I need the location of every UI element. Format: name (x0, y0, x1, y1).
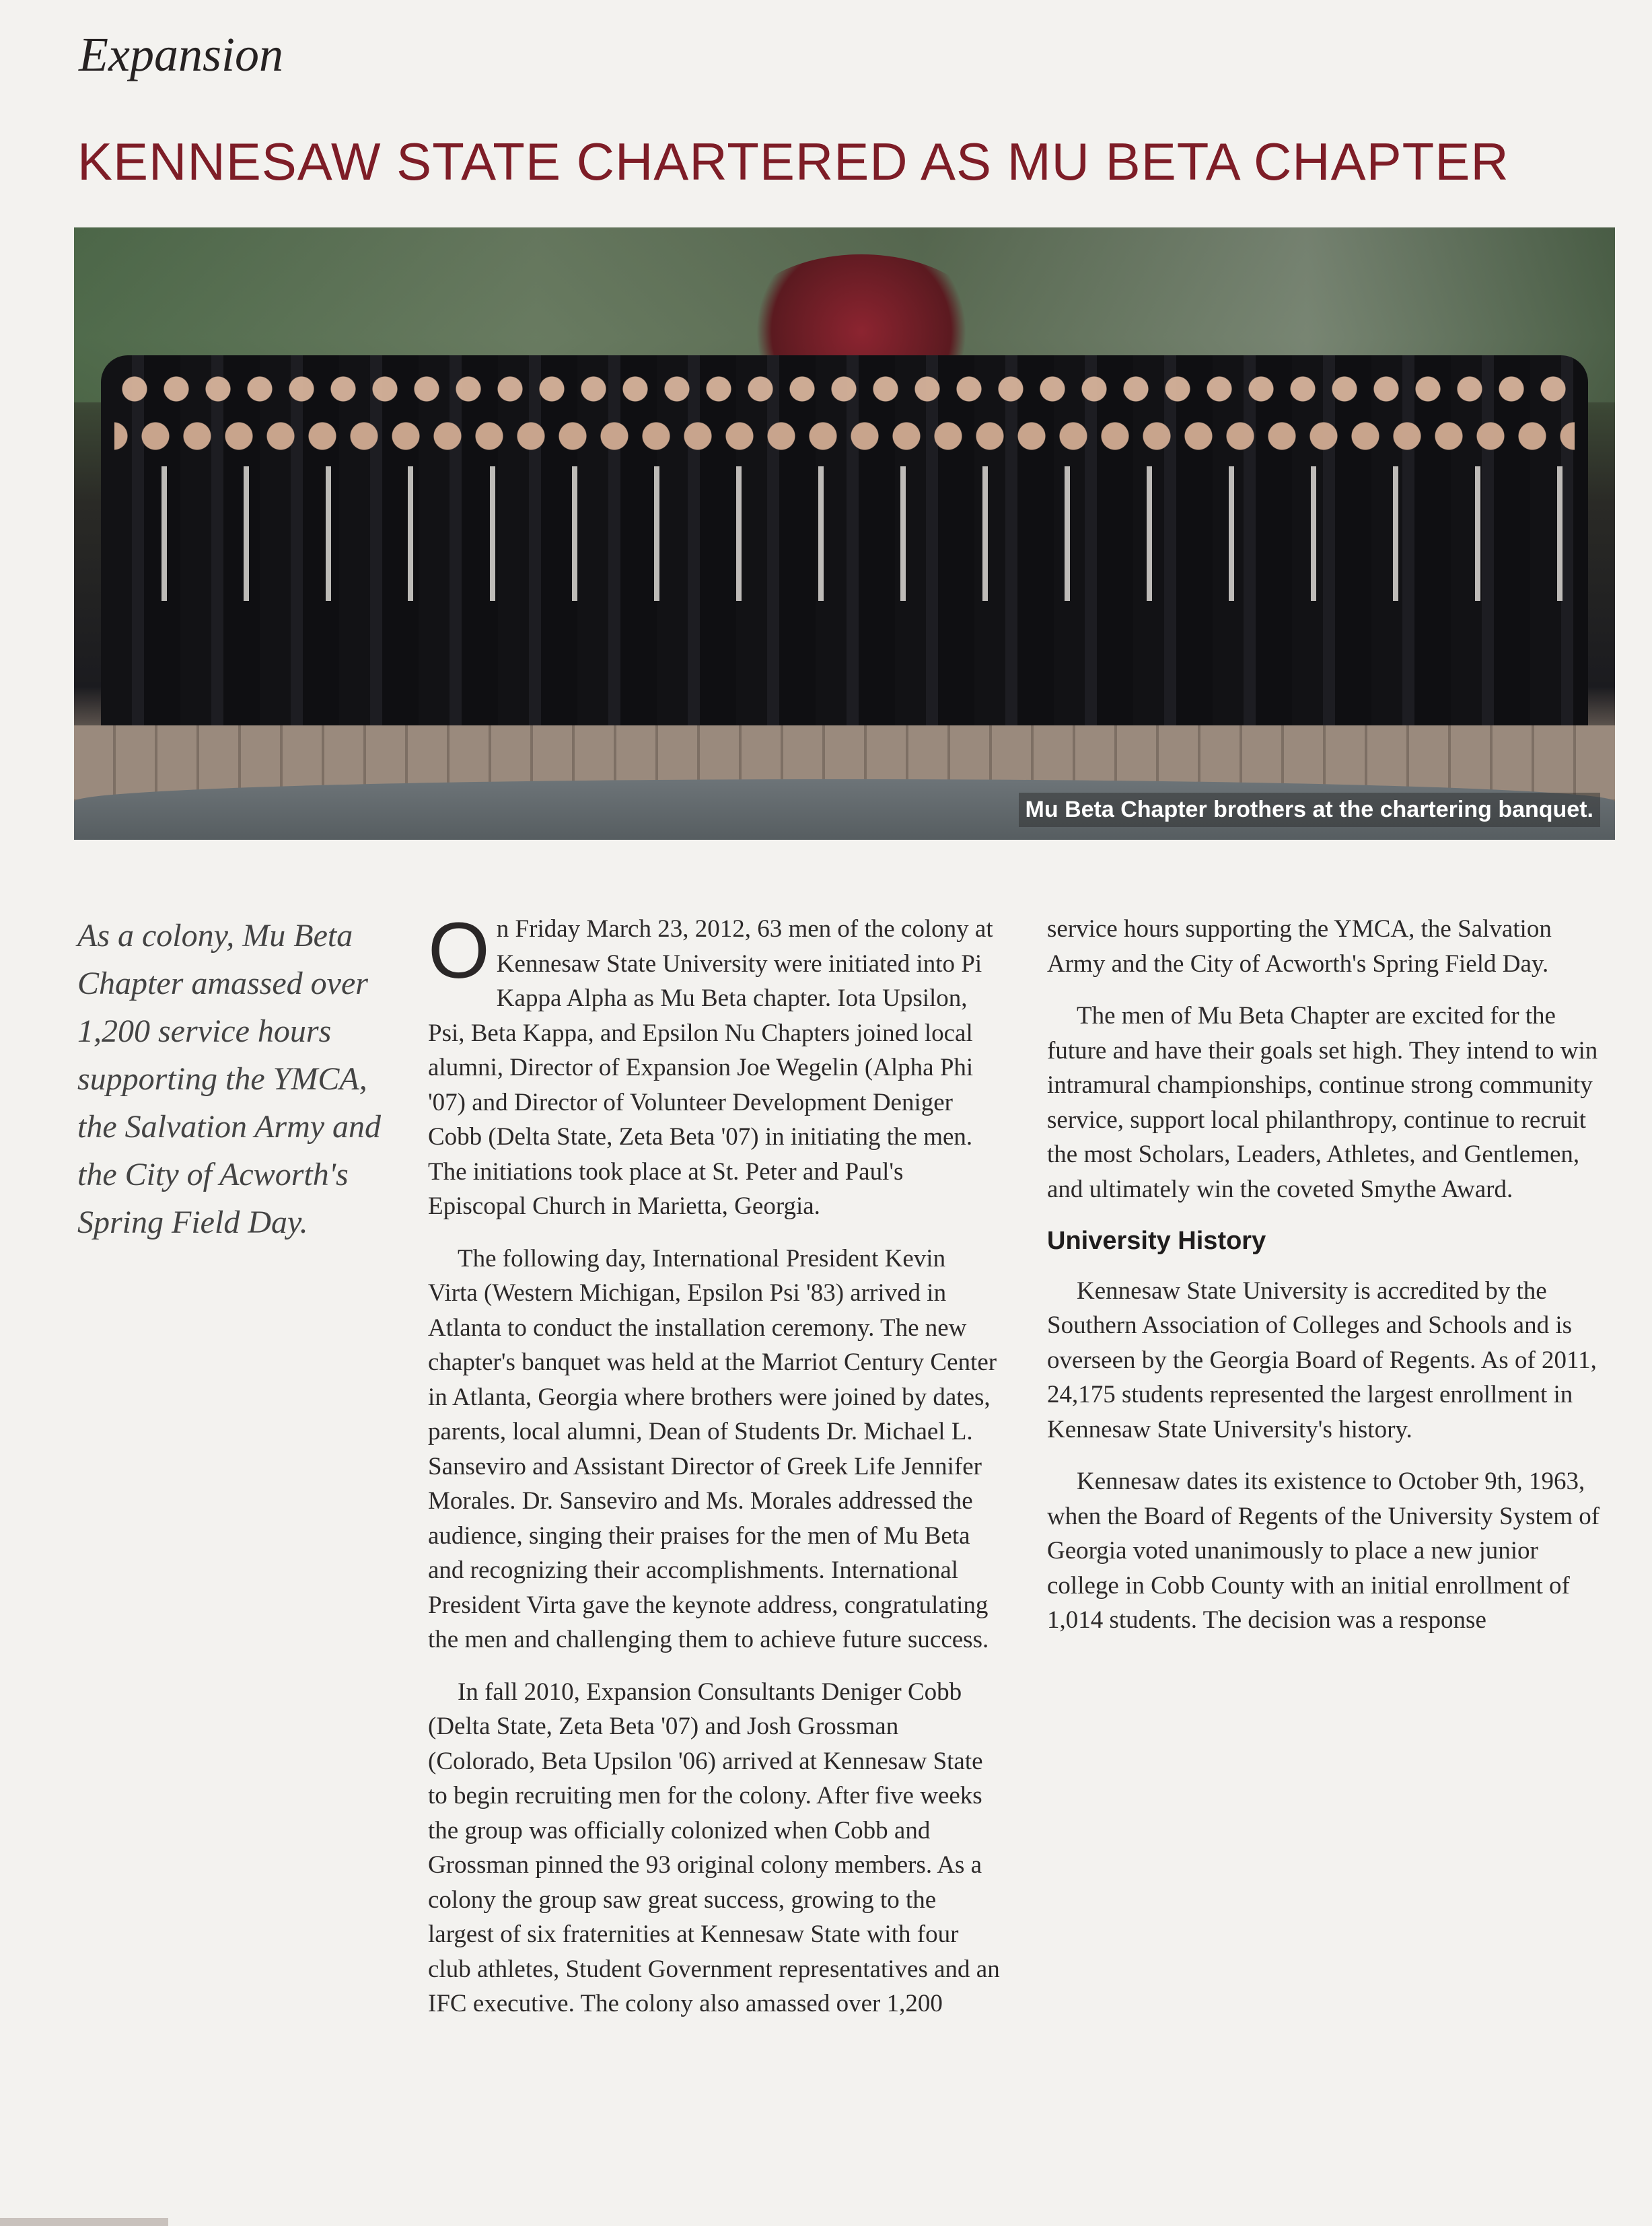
paragraph-1-text: n Friday March 23, 2012, 63 men of the colony at Kennesaw State University were initiated into Pi Kappa Alpha as Mu Beta chapter. Iota Upsilon, Psi, Beta Kappa, and Epsilon Nu Chapters joined local alumni, Director of Expansion Joe Wegelin (Alpha Phi '07) and Director of Volunteer Development Deniger Cobb (Delta State, Zeta Beta '07) in initiating the men. The initiations took place at St. Peter and Paul's Episcopal Church in Marietta, Georgia. (428, 915, 993, 1220)
photo-caption: Mu Beta Chapter brothers at the chartering banquet. (1019, 793, 1600, 827)
chapter-photo (74, 227, 1615, 840)
bottom-rule (0, 2218, 168, 2226)
section-label: Expansion (79, 28, 283, 81)
article-column-1 (428, 912, 1000, 2059)
headline: KENNESAW STATE CHARTERED AS MU BETA CHAPTER (77, 132, 1509, 191)
paragraph-5: Kennesaw State University is accredited by the Southern Association of Colleges and Schools and is overseen by the Georgia Board of Regents. As of 2011, 24,175 students represented the largest enrollment in Kennesaw State University's history. (1047, 1277, 1597, 1443)
photo-shirts (135, 466, 1581, 601)
paragraph-1 (428, 912, 1000, 1224)
section-subhead: University History (1047, 1227, 1266, 1255)
paragraph-4: The men of Mu Beta Chapter are excited for the future and have their goals set high. They intend to win intramural championships, continue strong community service, support local philanthropy, continue to recruit the most Scholars, Leaders, Athletes, and Gentlemen, and ultimately win the coveted Smythe Award. (1047, 1002, 1598, 1203)
pull-quote: As a colony, Mu Beta Chapter amassed over 1,200 service hours supporting the YMCA, the Salvation Army and the City of Acworth's Spring Field Day. (77, 918, 382, 1240)
article-column-2 (1047, 912, 1614, 2059)
paragraph-6: Kennesaw dates its existence to October 9th, 1963, when the Board of Regents of the University System of Georgia voted unanimously to place a new junior college in Cobb County with an initial enrollment of 1,014 students. The decision was a response (1047, 1468, 1600, 1634)
photo-faces (114, 362, 1575, 463)
paragraph-3: In fall 2010, Expansion Consultants Deniger Cobb (Delta State, Zeta Beta '07) and Josh Grossman (Colorado, Beta Upsilon '06) arrived at Kennesaw State to begin recruiting men for the colony. After five weeks the group was officially colonized when Cobb and Grossman pinned the 93 original colony members. As a colony the group saw great success, growing to the largest of six fraternities at Kennesaw State with four club athletes, Student Government representatives and an IFC executive. The colony also amassed over 1,200 (428, 1678, 1000, 2017)
paragraph-3-continued: service hours supporting the YMCA, the Salvation Army and the City of Acworth's Spring Field Day. (1047, 915, 1552, 978)
paragraph-2: The following day, International President Kevin Virta (Western Michigan, Epsilon Psi '83) arrived in Atlanta to conduct the installation ceremony. The new chapter's banquet was held at the Marriot Century Center in Atlanta, Georgia where brothers were joined by dates, parents, local alumni, Dean of Students Dr. Michael L. Sanseviro and Assistant Director of Greek Life Jennifer Morales. Dr. Sanseviro and Ms. Morales addressed the audience, singing their praises for the men of Mu Beta and recognizing their accomplishments. International President Virta gave the keynote address, congratulating the men and challenging them to achieve future success. (428, 1244, 997, 1653)
drop-cap: O (428, 912, 490, 995)
